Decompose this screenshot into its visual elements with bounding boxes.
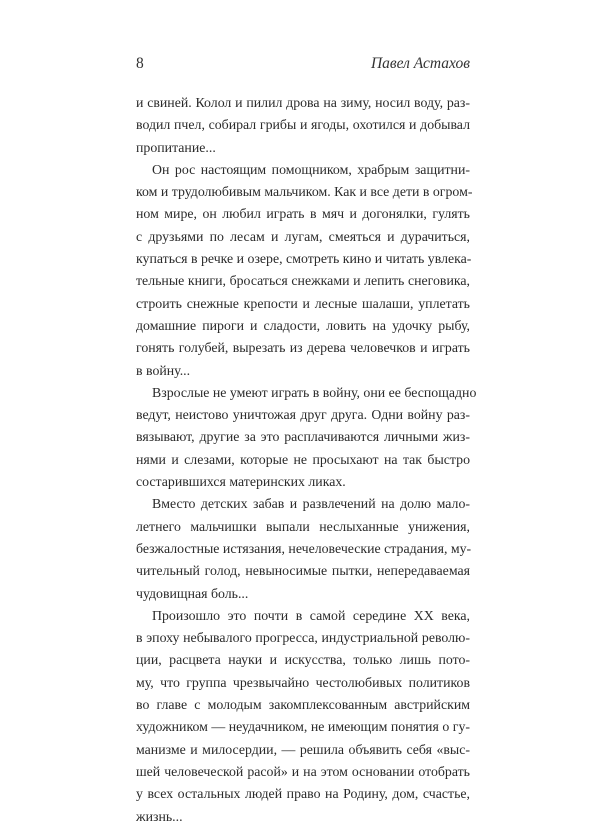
text-line: ком и трудолюбивым мальчиком. Как и все дети в огром- (136, 184, 473, 200)
text-line: Взрослые не умеют играть в войну, они ее беспощадно (152, 384, 477, 400)
text-line: му, что группа чрезвычайно честолюбивых политиков (136, 674, 470, 690)
text-line: шей человеческой расой» и на этом основании отобрать (136, 763, 470, 779)
text-line: состарившихся материнских ликах. (136, 474, 346, 490)
text-line: строить снежные крепости и лесные шалаши, уплетать (136, 295, 470, 311)
text-line: ведут, неистово уничтожая друг друга. Одни войну раз- (136, 407, 470, 423)
text-line: с друзьями по лесам и лугам, смеяться и дурачиться, (136, 228, 470, 244)
page-number: 8 (136, 55, 144, 72)
text-line: в эпоху небывалого прогресса, индустриальной револю- (136, 630, 470, 646)
text-line: купаться в речке и озере, смотреть кино и читать увлека- (136, 251, 472, 267)
text-line: жизнь... (136, 808, 183, 824)
text-line: художником — неудачником, не имеющим понятия о гу- (136, 719, 470, 735)
page-header (136, 55, 470, 79)
text-line: гонять голубей, вырезать из дерева человечков и играть (136, 340, 470, 356)
text-line: во главе с молодым закомплексованным австрийским (136, 697, 470, 713)
text-line: в войну... (136, 362, 191, 378)
text-line: водил пчел, собирал грибы и ягоды, охотился и добывал (136, 117, 470, 133)
paragraph (136, 159, 473, 382)
text-line: летнего мальчишки выпали неслыханные унижения, (136, 518, 470, 534)
paragraph (136, 382, 477, 493)
text-line: безжалостные истязания, нечеловеческие страдания, му- (136, 540, 472, 556)
text-line: ном мире, он любил играть в мяч и догонялки, гулять (136, 206, 470, 222)
text-line: Вместо детских забав и развлечений на долю мало- (152, 496, 470, 512)
text-line: тельные книги, бросаться снежками и лепить снеговика, (136, 273, 470, 289)
text-line: пропитание... (136, 139, 216, 155)
body-text (136, 92, 477, 828)
running-head-author: Павел Астахов (370, 55, 470, 72)
text-line: вязывают, другие за это расплачиваются личными жиз- (136, 429, 470, 445)
text-line: и свиней. Колол и пилил дрова на зиму, носил воду, раз- (136, 95, 470, 110)
text-line: чительный голод, невыносимые пытки, непередаваемая (136, 563, 470, 579)
paragraph (136, 493, 470, 604)
text-line: Он рос настоящим помощником, храбрым защитни- (152, 161, 470, 177)
paragraph (136, 605, 470, 828)
text-line: домашние пироги и сладости, ловить на удочку рыбу, (136, 317, 470, 333)
text-line: чудовищная боль... (136, 585, 249, 601)
text-line: манизме и милосердии, — решила объявить себя «выс- (136, 741, 470, 757)
text-line: у всех остальных людей право на Родину, дом, счастье, (136, 786, 470, 802)
text-line: Произошло это почти в самой середине ХХ века, (152, 607, 470, 623)
text-line: нями и слезами, которые не просыхают на так быстро (136, 451, 470, 467)
text-line: ции, расцвета науки и искусства, только лишь пото- (136, 652, 470, 668)
paragraph (136, 92, 470, 159)
